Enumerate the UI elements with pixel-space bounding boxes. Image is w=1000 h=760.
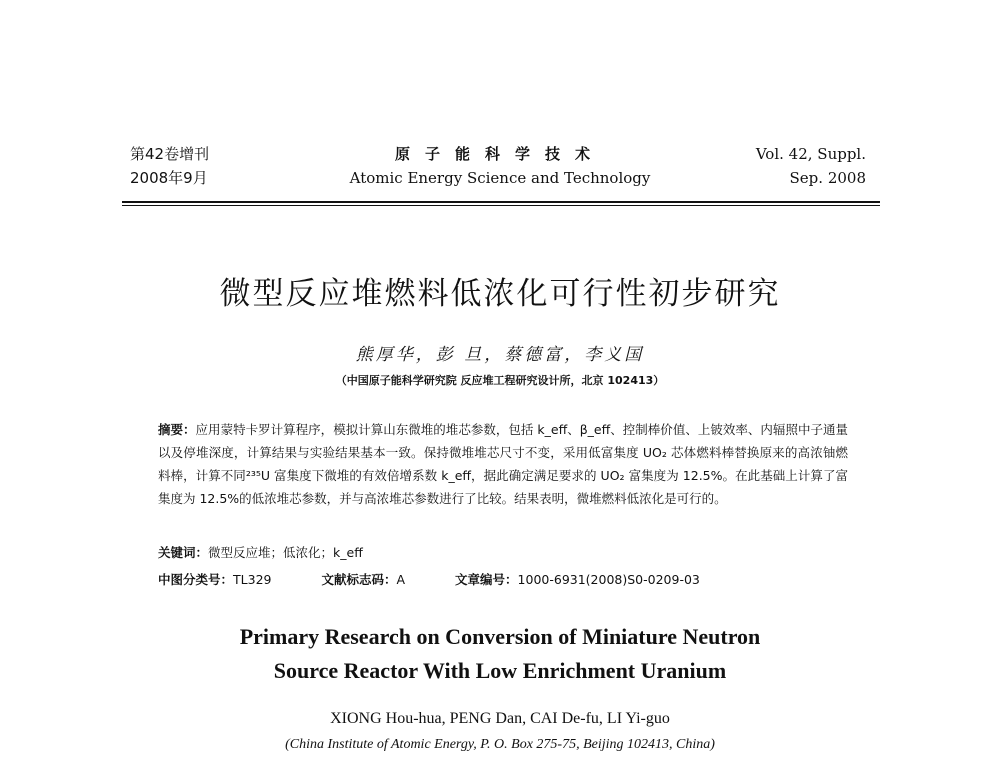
header-rule-thin bbox=[122, 205, 880, 206]
header-center bbox=[300, 142, 700, 190]
article-no-label: 文章编号： bbox=[455, 572, 518, 587]
journal-name-en: Atomic Energy Science and Technology bbox=[349, 169, 651, 187]
header-left bbox=[130, 142, 209, 190]
doc-code-label: 文献标志码： bbox=[321, 572, 397, 587]
clc-number bbox=[158, 572, 271, 587]
authors-en: XIONG Hou-hua, PENG Dan, CAI De-fu, LI Yi-guo bbox=[330, 710, 670, 727]
header-rule-thick bbox=[122, 201, 880, 203]
abstract bbox=[158, 418, 848, 510]
abstract-label: 摘要： bbox=[158, 422, 196, 437]
title-en-line1: Primary Research on Conversion of Miniature Neutron bbox=[239, 624, 761, 649]
title-en bbox=[0, 620, 1000, 688]
title-en-line2: Source Reactor With Low Enrichment Uranium bbox=[273, 658, 727, 683]
keywords-value: 微型反应堆；低浓化；k_eff bbox=[208, 545, 363, 560]
header-right bbox=[756, 142, 866, 190]
date-cn: 2008年9月 bbox=[130, 169, 208, 187]
article-number bbox=[455, 572, 700, 587]
article-no-value: 1000-6931(2008)S0-0209-03 bbox=[517, 572, 700, 587]
document-code bbox=[321, 572, 405, 587]
classification-line bbox=[158, 570, 848, 588]
volume-cn: 第42卷增刊 bbox=[130, 145, 210, 163]
volume-en: Vol. 42, Suppl. bbox=[755, 145, 866, 163]
title-cn: 微型反应堆燃料低浓化可行性初步研究 bbox=[219, 276, 781, 312]
authors-cn: 熊厚华，彭 旦，蔡德富，李义国 bbox=[355, 345, 645, 365]
keywords-label: 关键词： bbox=[158, 545, 209, 560]
journal-name-cn: 原子能科学技术 bbox=[394, 145, 605, 163]
affiliation-en: (China Institute of Atomic Energy, P. O. Box 275-75, Beijing 102413, China) bbox=[285, 737, 715, 752]
date-en: Sep. 2008 bbox=[789, 169, 866, 187]
doc-code-value: A bbox=[396, 572, 406, 587]
affiliation-cn: （中国原子能科学研究院 反应堆工程研究设计所，北京 102413） bbox=[335, 374, 665, 387]
clc-value: TL329 bbox=[233, 572, 272, 587]
keywords bbox=[158, 543, 363, 561]
clc-label: 中图分类号： bbox=[158, 572, 234, 587]
abstract-text: 应用蒙特卡罗计算程序，模拟计算山东微堆的堆芯参数，包括 k_eff、β_eff、控制棒价值、上铍效率、内辐照中子通量以及停堆深度，计算结果与实验结果基本一致。保持微堆堆芯尺寸不变，采用低富集度 UO₂ 芯体燃料棒替换原来的高浓铀燃料棒，计算不同²³⁵U 富集度下微堆的有效倍增系数 k_eff，据此确定满足要求的 UO₂ 富集度为 12.5%。在此基础上计算了富集度为 12.5%的低浓堆芯参数，并与高浓堆芯参数进行了比较。结果表明，微堆燃料低浓化是可行的。 bbox=[158, 422, 848, 506]
